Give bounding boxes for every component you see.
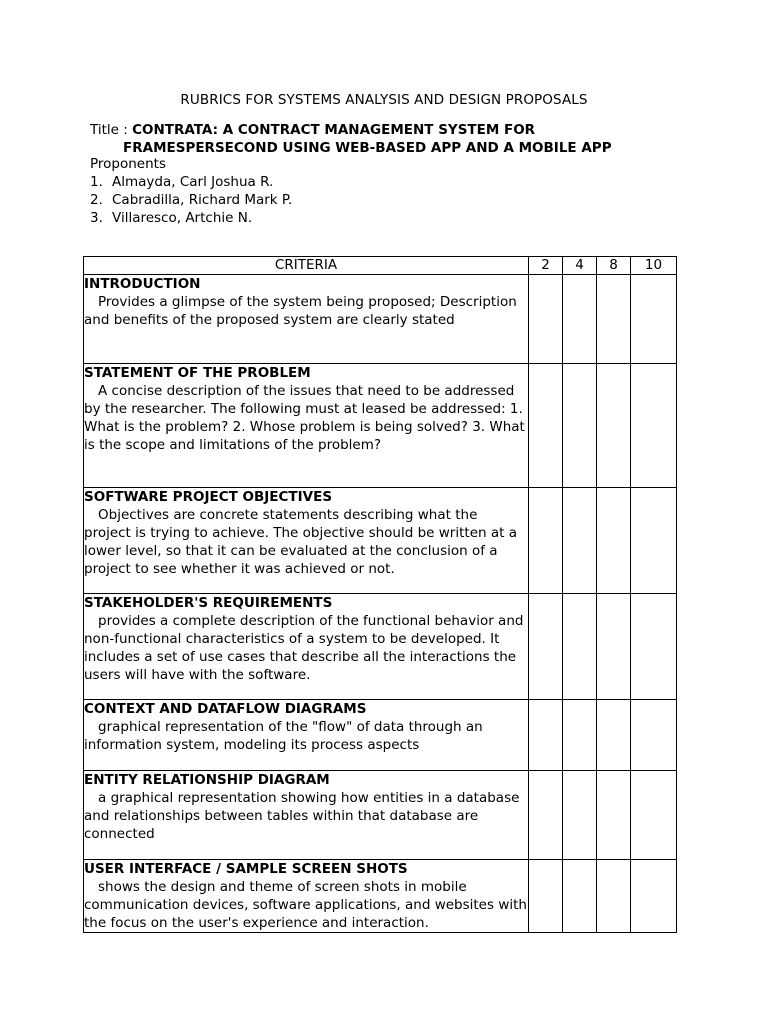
table-row bbox=[84, 860, 677, 933]
score-cell-2[interactable] bbox=[529, 771, 563, 860]
score-cell-2[interactable] bbox=[529, 860, 563, 933]
criteria-description: A concise description of the issues that need to be addressed by the researcher. The following must at leased be addressed: 1. What is the problem? 2. Whose problem is being solved? 3. What is the scope and limitations of the problem? bbox=[84, 383, 525, 453]
criteria-title: STAKEHOLDER'S REQUIREMENTS bbox=[84, 595, 333, 611]
proponent-number: 1. bbox=[90, 174, 103, 190]
criteria-cell bbox=[84, 594, 529, 700]
table-row bbox=[84, 275, 677, 364]
proposal-title bbox=[90, 121, 612, 157]
score-header-4: 4 bbox=[563, 257, 597, 275]
criteria-cell bbox=[84, 771, 529, 860]
proponent-item bbox=[90, 173, 292, 191]
title-value-line1: CONTRATA: A CONTRACT MANAGEMENT SYSTEM FOR bbox=[132, 122, 536, 138]
score-cell-10[interactable] bbox=[631, 860, 677, 933]
table-row bbox=[84, 700, 677, 771]
score-cell-10[interactable] bbox=[631, 364, 677, 488]
criteria-title: CONTEXT AND DATAFLOW DIAGRAMS bbox=[84, 701, 367, 717]
title-label: Title : bbox=[90, 122, 133, 138]
criteria-cell bbox=[84, 275, 529, 364]
score-cell-10[interactable] bbox=[631, 771, 677, 860]
criteria-cell bbox=[84, 700, 529, 771]
score-cell-10[interactable] bbox=[631, 275, 677, 364]
score-cell-2[interactable] bbox=[529, 594, 563, 700]
table-row bbox=[84, 488, 677, 594]
score-cell-8[interactable] bbox=[597, 364, 631, 488]
criteria-title: STATEMENT OF THE PROBLEM bbox=[84, 365, 311, 381]
score-cell-4[interactable] bbox=[563, 771, 597, 860]
criteria-cell bbox=[84, 488, 529, 594]
criteria-description: graphical representation of the "flow" of data through an information system, modeling its process aspects bbox=[84, 719, 483, 753]
score-cell-4[interactable] bbox=[563, 488, 597, 594]
title-value-line2: FRAMESPERSECOND USING WEB-BASED APP AND A MOBILE APP bbox=[123, 140, 612, 156]
score-cell-2[interactable] bbox=[529, 275, 563, 364]
score-cell-8[interactable] bbox=[597, 700, 631, 771]
proponent-number: 2. bbox=[90, 192, 103, 208]
score-cell-8[interactable] bbox=[597, 860, 631, 933]
score-cell-2[interactable] bbox=[529, 488, 563, 594]
proposal-title-line1 bbox=[90, 121, 612, 139]
criteria-description: a graphical representation showing how entities in a database and relationships between tables within that database are connected bbox=[84, 790, 520, 842]
criteria-title: INTRODUCTION bbox=[84, 276, 201, 292]
score-cell-4[interactable] bbox=[563, 275, 597, 364]
rubric-table bbox=[83, 256, 677, 933]
score-cell-10[interactable] bbox=[631, 700, 677, 771]
score-cell-8[interactable] bbox=[597, 275, 631, 364]
score-cell-8[interactable] bbox=[597, 594, 631, 700]
score-cell-4[interactable] bbox=[563, 700, 597, 771]
score-cell-2[interactable] bbox=[529, 700, 563, 771]
score-cell-4[interactable] bbox=[563, 364, 597, 488]
table-row bbox=[84, 364, 677, 488]
score-cell-10[interactable] bbox=[631, 488, 677, 594]
proponents-section bbox=[90, 155, 292, 227]
score-header-2: 2 bbox=[529, 257, 563, 275]
score-cell-8[interactable] bbox=[597, 771, 631, 860]
score-header-10: 10 bbox=[631, 257, 677, 275]
criteria-description: provides a complete description of the functional behavior and non-functional characteristics of a system to be developed. It includes a set of use cases that describe all the interactions the users will have with the software. bbox=[84, 613, 524, 683]
proponent-item bbox=[90, 209, 292, 227]
document-heading: RUBRICS FOR SYSTEMS ANALYSIS AND DESIGN PROPOSALS bbox=[180, 92, 588, 108]
criteria-description: shows the design and theme of screen shots in mobile communication devices, software applications, and websites with the focus on the user's experience and interaction. bbox=[84, 879, 527, 931]
criteria-title: SOFTWARE PROJECT OBJECTIVES bbox=[84, 489, 333, 505]
table-row bbox=[84, 594, 677, 700]
proponent-number: 3. bbox=[90, 210, 103, 226]
criteria-title: ENTITY RELATIONSHIP DIAGRAM bbox=[84, 772, 330, 788]
score-cell-10[interactable] bbox=[631, 594, 677, 700]
proponent-name: Almayda, Carl Joshua R. bbox=[112, 174, 274, 190]
table-header-row bbox=[84, 257, 677, 275]
criteria-description: Objectives are concrete statements describing what the project is trying to achieve. The objective should be written at a lower level, so that it can be evaluated at the conclusion of a project to see whether it was achieved or not. bbox=[84, 507, 517, 577]
criteria-header: CRITERIA bbox=[84, 257, 529, 275]
criteria-description: Provides a glimpse of the system being proposed; Description and benefits of the proposed system are clearly stated bbox=[84, 294, 517, 328]
proponent-name: Cabradilla, Richard Mark P. bbox=[112, 192, 293, 208]
score-cell-4[interactable] bbox=[563, 594, 597, 700]
criteria-title: USER INTERFACE / SAMPLE SCREEN SHOTS bbox=[84, 861, 408, 877]
score-header-8: 8 bbox=[597, 257, 631, 275]
criteria-cell bbox=[84, 364, 529, 488]
proponents-label: Proponents bbox=[90, 156, 166, 172]
table-row bbox=[84, 771, 677, 860]
criteria-cell bbox=[84, 860, 529, 933]
proponent-name: Villaresco, Artchie N. bbox=[112, 210, 253, 226]
proponent-item bbox=[90, 191, 292, 209]
score-cell-8[interactable] bbox=[597, 488, 631, 594]
score-cell-4[interactable] bbox=[563, 860, 597, 933]
score-cell-2[interactable] bbox=[529, 364, 563, 488]
